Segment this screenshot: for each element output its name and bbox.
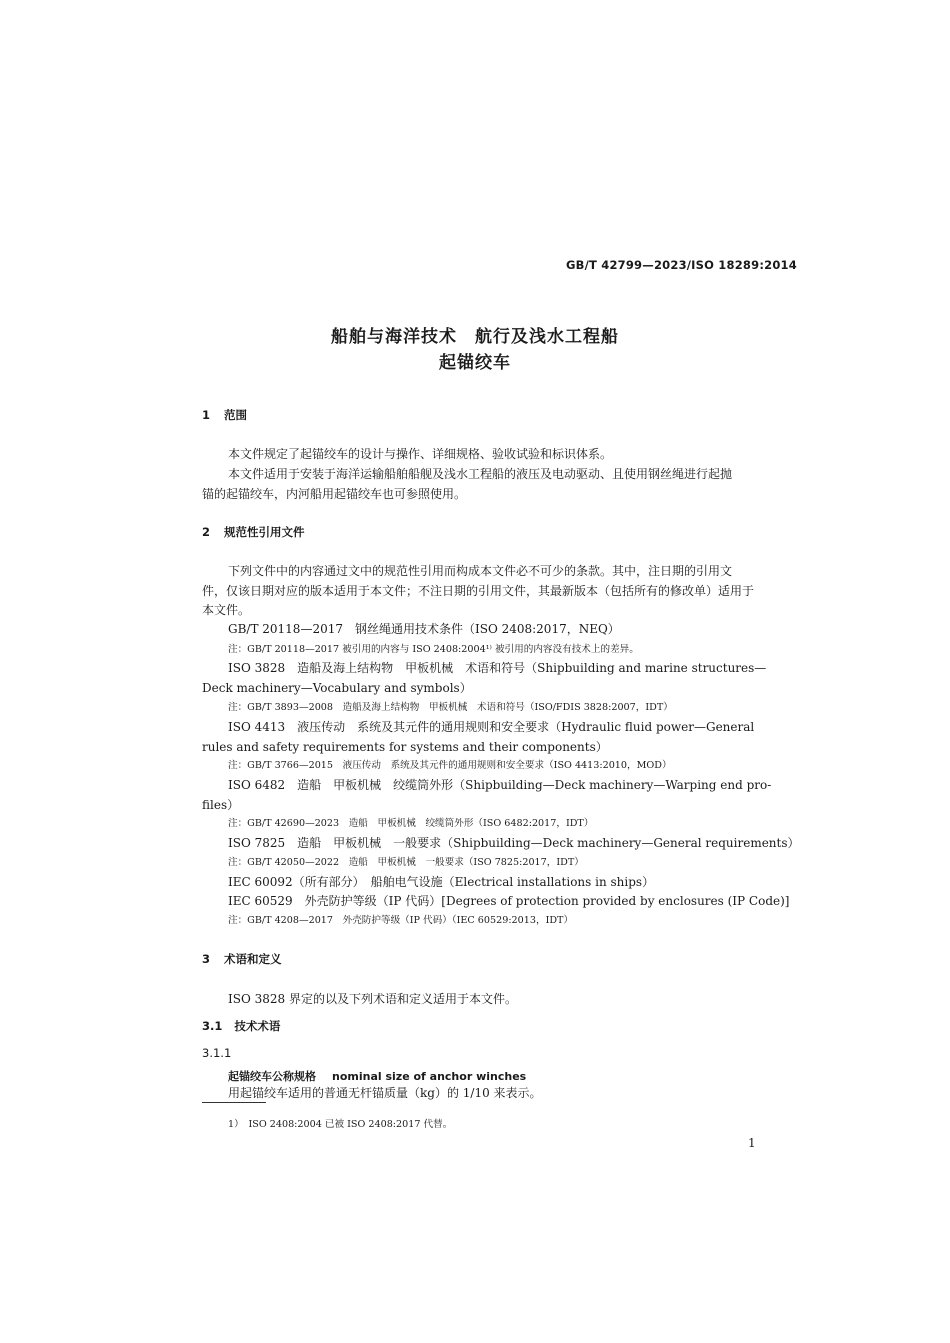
page-number: 1	[748, 1136, 756, 1150]
reference-item: ISO 3828 造船及海上结构物 甲板机械 术语和符号（Shipbuilding and marine structures—	[228, 661, 767, 675]
normative-intro-line1: 下列文件中的内容通过文中的规范性引用而构成本文件必不可少的条款。其中，注日期的引用文	[228, 564, 733, 578]
section-number: 3	[202, 952, 211, 966]
section-3-heading	[202, 951, 282, 967]
reference-item-continued: Deck machinery—Vocabulary and symbols）	[202, 681, 472, 695]
normative-intro-line2: 件，仅该日期对应的版本适用于本文件；不注日期的引用文件，其最新版本（包括所有的修改单）适用于	[202, 584, 755, 598]
document-title-line2: 起锚绞车	[439, 353, 511, 373]
standard-code: GB/T 42799—2023/ISO 18289:2014	[566, 258, 797, 272]
document-title-line1: 船舶与海洋技术 航行及浅水工程船	[331, 327, 619, 347]
scope-paragraph-2-line2: 锚的起锚绞车，内河船用起锚绞车也可参照使用。	[202, 487, 467, 501]
section-number: 2	[202, 525, 211, 539]
normative-intro-line3: 本文件。	[202, 603, 251, 617]
reference-note: 注：GB/T 4208—2017 外壳防护等级（IP 代码）（IEC 60529:2013，IDT）	[228, 915, 574, 926]
section-2-heading	[202, 524, 305, 540]
subsection-title: 技术术语	[234, 1019, 281, 1033]
reference-item: ISO 4413 液压传动 系统及其元件的通用规则和安全要求（Hydraulic fluid power—General	[228, 720, 755, 734]
term-number: 3.1.1	[202, 1046, 232, 1060]
scope-paragraph-2-line1: 本文件适用于安装于海洋运输船舶船舰及浅水工程船的液压及电动驱动、且使用钢丝绳进行起抛	[228, 467, 733, 481]
reference-note: 注：GB/T 3893—2008 造船及海上结构物 甲板机械 术语和符号（ISO/FDIS 3828:2007，IDT）	[228, 702, 673, 713]
section-number: 1	[202, 408, 211, 422]
reference-item: ISO 6482 造船 甲板机械 绞缆筒外形（Shipbuilding—Deck machinery—Warping end pro-	[228, 778, 772, 792]
reference-item-continued: files）	[202, 798, 240, 812]
reference-item: IEC 60092（所有部分） 船舶电气设施（Electrical installations in ships）	[228, 875, 655, 889]
reference-note: 注：GB/T 42690—2023 造船 甲板机械 绞缆筒外形（ISO 6482:2017，IDT）	[228, 818, 594, 829]
reference-item: GB/T 20118—2017 钢丝绳通用技术条件（ISO 2408:2017，NEQ）	[228, 622, 620, 636]
reference-note: 注：GB/T 20118—2017 被引用的内容与 ISO 2408:2004¹⁾ 被引用的内容没有技术上的差异。	[228, 644, 639, 655]
subsection-number: 3.1	[202, 1019, 223, 1033]
section-1-heading	[202, 407, 247, 423]
footnote-divider	[202, 1102, 266, 1103]
reference-item-continued: rules and safety requirements for systems and their components）	[202, 740, 608, 754]
terms-intro: ISO 3828 界定的以及下列术语和定义适用于本文件。	[228, 992, 517, 1006]
reference-note: 注：GB/T 3766—2015 液压传动 系统及其元件的通用规则和安全要求（ISO 4413:2010，MOD）	[228, 760, 672, 771]
section-title: 术语和定义	[224, 952, 282, 966]
subsection-3-1-heading	[202, 1018, 280, 1034]
term-chinese: 起锚绞车公称规格	[228, 1070, 316, 1083]
section-title: 规范性引用文件	[224, 525, 305, 539]
scope-paragraph-1: 本文件规定了起锚绞车的设计与操作、详细规格、验收试验和标识体系。	[228, 447, 613, 461]
term-english: nominal size of anchor winches	[332, 1070, 527, 1083]
reference-item: IEC 60529 外壳防护等级（IP 代码）[Degrees of protection provided by enclosures (IP Code)]	[228, 894, 790, 908]
reference-item: ISO 7825 造船 甲板机械 一般要求（Shipbuilding—Deck machinery—General requirements）	[228, 836, 800, 850]
reference-note: 注：GB/T 42050—2022 造船 甲板机械 一般要求（ISO 7825:2017，IDT）	[228, 857, 584, 868]
footnote: 1） ISO 2408:2004 已被 ISO 2408:2017 代替。	[228, 1119, 453, 1130]
term-entry	[228, 1065, 526, 1084]
term-definition: 用起锚绞车适用的普通无杆锚质量（kg）的 1/10 来表示。	[228, 1086, 542, 1100]
section-title: 范围	[224, 408, 247, 422]
